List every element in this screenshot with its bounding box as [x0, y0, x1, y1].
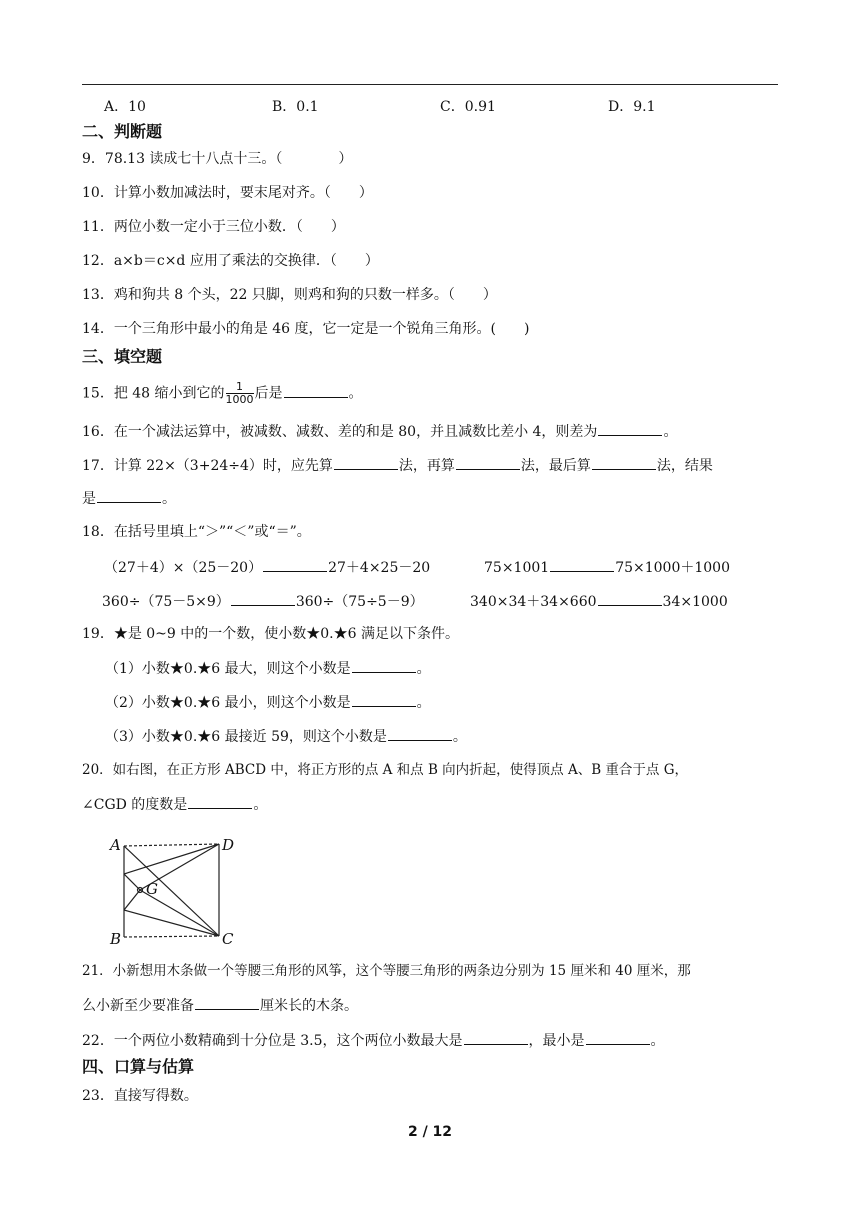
segment-upper-fold	[124, 874, 140, 890]
question-20: 20．如右图，在正方形 ABCD 中，将正方形的点 A 和点 B 向内折起，使得顶点 A、B 重合于点 G，	[82, 762, 688, 778]
answer-blank[interactable]	[456, 456, 520, 470]
q21-text-b: 么小新至少要准备	[82, 998, 194, 1014]
label-g: G	[146, 880, 158, 898]
q20-text-c: 。	[253, 797, 268, 813]
q16-text-b: 。	[663, 424, 678, 440]
expr: 340×34＋34×660	[470, 594, 597, 610]
label-d: D	[222, 836, 235, 854]
q21-text-c: 厘米长的木条。	[260, 998, 358, 1014]
q19-3-text: （3）小数★0.★6 最接近 59，则这个小数是	[105, 729, 387, 745]
page-number: 2 / 12	[407, 1124, 453, 1140]
label-b: B	[110, 930, 122, 948]
q15-text-b: 后是	[254, 385, 283, 402]
answer-blank[interactable]	[586, 1031, 650, 1045]
header-rule	[82, 84, 778, 85]
square-fold-figure	[104, 832, 244, 948]
answer-blank[interactable]	[388, 727, 452, 741]
q20-text-b: ∠CGD 的度数是	[82, 797, 188, 813]
q17-text-b: 法，再算	[398, 458, 455, 474]
question-17-cont	[82, 489, 176, 508]
label-a: A	[110, 836, 121, 854]
question-23: 23．直接写得数。	[82, 1088, 198, 1104]
answer-blank[interactable]	[598, 592, 662, 606]
q19-end: 。	[452, 729, 467, 745]
q17-text-a: 17．计算 22×（3+24÷4）时，应先算	[82, 458, 333, 474]
answer-blank[interactable]	[352, 659, 416, 673]
q22-text-a: 22．一个两位小数精确到十分位是 3.5，这个两位小数最大是	[82, 1033, 463, 1049]
q19-end: 。	[416, 661, 431, 677]
answer-blank[interactable]	[231, 592, 295, 606]
question-21: 21．小新想用木条做一个等腰三角形的风筝，这个等腰三角形的两条边分别为 15 厘米和 40 厘米，那	[82, 963, 691, 979]
question-19: 19．★是 0~9 中的一个数，使小数★0.★6 满足以下条件。	[82, 626, 459, 642]
question-19-3	[105, 727, 467, 746]
expr: 360÷（75÷5－9）	[295, 594, 424, 610]
answer-blank[interactable]	[334, 456, 398, 470]
q16-text-a: 16．在一个减法运算中，被减数、减数、差的和是 80，并且减数比差小 4，则差为	[82, 424, 598, 440]
q17-text-c: 法，最后算	[520, 458, 591, 474]
question-15	[82, 381, 363, 406]
answer-blank[interactable]	[284, 384, 348, 398]
answer-blank[interactable]	[352, 693, 416, 707]
q18-row2-left	[102, 591, 424, 611]
answer-blank[interactable]	[550, 558, 614, 572]
expr: 75×1000＋1000	[615, 560, 730, 576]
answer-blank[interactable]	[592, 456, 656, 470]
q22-text-b: ，最小是	[528, 1033, 585, 1049]
question-19-2	[105, 693, 431, 712]
answer-blank[interactable]	[188, 795, 252, 809]
expr: 75×1001	[484, 560, 550, 576]
question-13: 13．鸡和狗共 8 个头，22 只脚，则鸡和狗的只数一样多。（ ）	[82, 287, 497, 303]
fraction-numerator: 1	[226, 381, 254, 394]
expr: 27＋4×25－20	[328, 560, 431, 576]
question-21-cont	[82, 996, 358, 1015]
answer-blank[interactable]	[263, 558, 327, 572]
question-14: 14．一个三角形中最小的角是 46 度，它一定是一个锐角三角形。( )	[82, 321, 530, 337]
expr: （27＋4）×（25－20）	[104, 560, 263, 576]
q19-2-text: （2）小数★0.★6 最小，则这个小数是	[105, 695, 351, 711]
q15-text-a: 15．把 48 缩小到它的	[82, 385, 225, 402]
question-17	[82, 456, 713, 475]
segment-lower-fold	[124, 890, 140, 910]
q15-text-c: 。	[348, 385, 363, 402]
q19-end: 。	[416, 695, 431, 711]
expr: 360÷（75－5×9）	[102, 594, 230, 610]
question-16	[82, 422, 677, 441]
section-judge-heading: 二、判断题	[82, 122, 163, 141]
q17-text-f: 。	[162, 491, 176, 507]
question-18: 18．在括号里填上“＞”“＜”或“＝”。	[82, 524, 311, 540]
expr: 34×1000	[662, 594, 728, 610]
section-fill-heading: 三、填空题	[82, 347, 163, 366]
dashed-edge-bottom	[124, 936, 219, 937]
answer-blank[interactable]	[598, 422, 662, 436]
q18-row1-left	[104, 557, 430, 577]
question-22	[82, 1031, 665, 1050]
answer-blank[interactable]	[464, 1031, 528, 1045]
question-20-cont	[82, 795, 267, 814]
dashed-edge-top	[124, 844, 219, 846]
fraction	[226, 381, 254, 406]
answer-blank[interactable]	[195, 996, 259, 1010]
q19-1-text: （1）小数★0.★6 最大，则这个小数是	[105, 661, 351, 677]
question-12: 12．a×b＝c×d 应用了乘法的交换律．（ ）	[82, 253, 379, 269]
question-10: 10．计算小数加减法时，要末尾对齐。（ ）	[82, 185, 373, 201]
question-9: 9．78.13 读成七十八点十三。（ ）	[82, 151, 353, 167]
q18-row2-right	[470, 591, 728, 611]
label-c: C	[222, 930, 234, 948]
question-19-1	[105, 659, 431, 678]
q17-text-d: 法，结果	[656, 458, 713, 474]
section-calc-heading: 四、口算与估算	[82, 1057, 195, 1076]
q22-text-c: 。	[650, 1033, 665, 1049]
answer-blank[interactable]	[97, 489, 161, 503]
option-c: C．0.91	[440, 99, 496, 115]
q17-text-e: 是	[82, 491, 96, 507]
q18-row1-right	[484, 557, 730, 577]
option-d: D．9.1	[608, 99, 656, 115]
fraction-denominator: 1000	[225, 393, 254, 406]
option-a: A．10	[104, 99, 146, 115]
option-b: B．0.1	[272, 99, 319, 115]
question-11: 11．两位小数一定小于三位小数．（ ）	[82, 219, 345, 235]
